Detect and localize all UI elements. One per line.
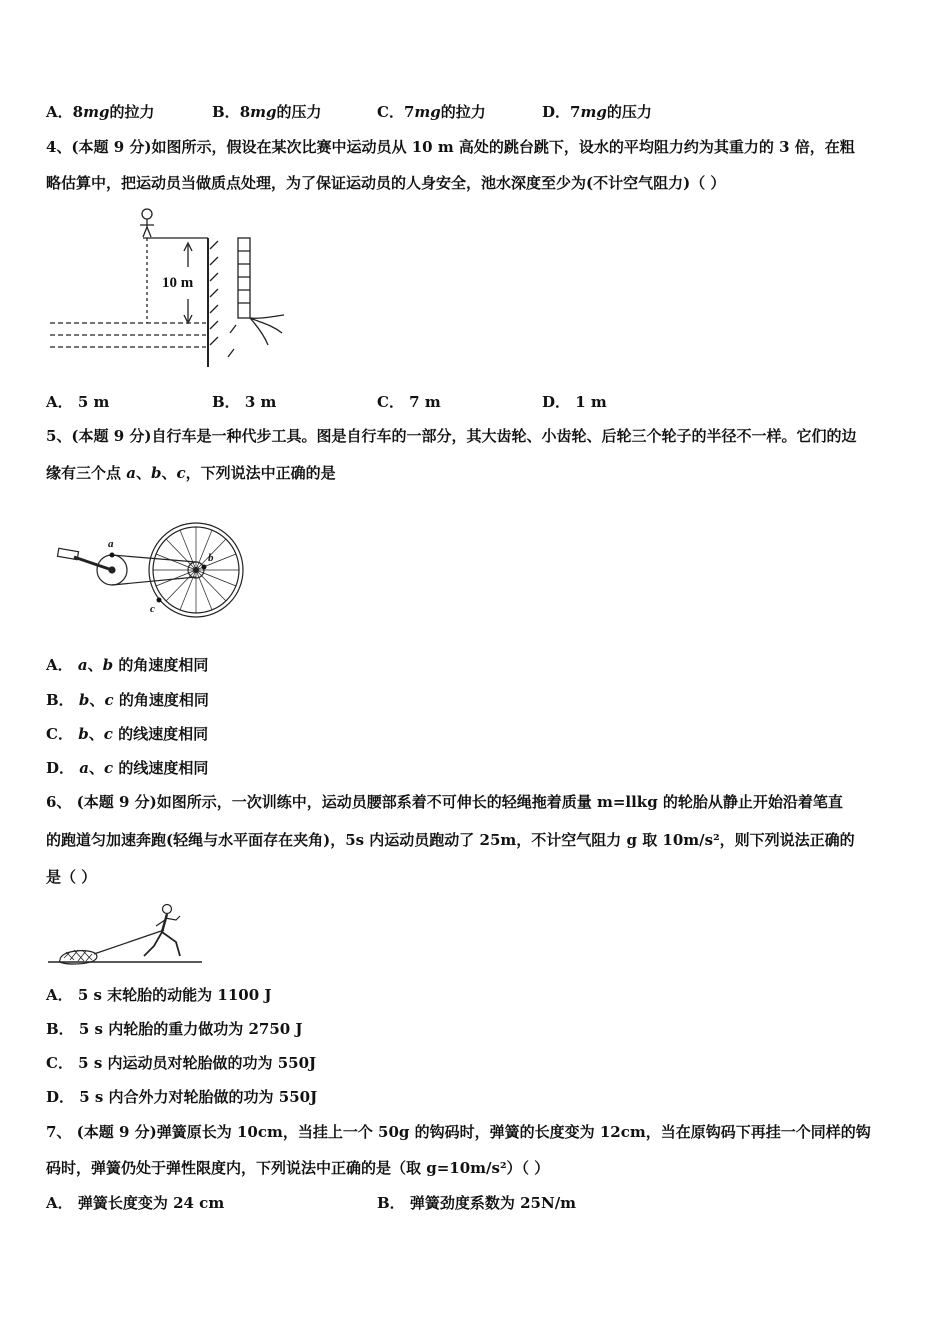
grass (250, 315, 284, 345)
diver-body (140, 219, 154, 237)
point-c-dot (157, 598, 162, 603)
q4-option-c: C． 7 m (377, 393, 441, 411)
q5-stem-line2: 缘有三个点 a、b、c，下列说法中正确的是 (46, 464, 336, 482)
q6-option-d: D． 5 s 内合外力对轮胎做的功为 550J (46, 1088, 318, 1106)
ladder-rungs (238, 251, 250, 303)
point-c-label: c (150, 603, 155, 615)
q4-option-a: A． 5 m (46, 393, 110, 411)
diving-platform-figure (46, 205, 296, 375)
q6-option-b: B． 5 s 内轮胎的重力做功为 2750 J (46, 1020, 303, 1038)
rope (94, 930, 164, 954)
point-a-dot (110, 553, 115, 558)
height-label: 10 m (162, 275, 194, 291)
q6-stem-line2: 的跑道匀加速奔跑(轻绳与水平面存在夹角)，5s 内运动员跑动了 25m，不计空气阻力 g 取 10m/s²，则下列说法正确的 (46, 831, 855, 849)
q4-stem-line2: 略估算中，把运动员当做质点处理，为了保证运动员的人身安全，池水深度至少为(不计空气阻力)（ ） (46, 174, 726, 192)
ladder (238, 238, 250, 318)
q5-option-b: B． b、c 的角速度相同 (46, 691, 209, 709)
q7-option-b: B． 弹簧劲度系数为 25N/m (377, 1194, 577, 1212)
pool-wall-marks (228, 325, 236, 357)
q4-option-d: D． 1 m (542, 393, 607, 411)
q5-option-d: D． a、c 的线速度相同 (46, 759, 209, 777)
big-sprocket-axle (109, 567, 115, 573)
q3-option-d: D．7mg的压力 (542, 103, 652, 121)
runner-arms (156, 916, 180, 926)
crank-arm (74, 557, 112, 570)
q3-option-c: C．7mg的拉力 (377, 103, 486, 121)
q6-option-a: A． 5 s 末轮胎的动能为 1100 J (46, 986, 272, 1004)
runner-torso (162, 914, 167, 932)
point-a-label: a (108, 538, 114, 550)
point-b-dot (202, 565, 207, 570)
q3-option-a: A．8mg的拉力 (46, 103, 155, 121)
q4-stem-line1: 4、(本题 9 分)如图所示，假设在某次比赛中运动员从 10 m 高处的跳台跳下，设水的平均阻力约为其重力的 3 倍，在粗 (46, 138, 855, 156)
q6-option-c: C． 5 s 内运动员对轮胎做的功为 550J (46, 1054, 317, 1072)
q7-option-a: A． 弹簧长度变为 24 cm (46, 1194, 225, 1212)
runner-head (163, 905, 172, 914)
q3-option-b: B．8mg的压力 (212, 103, 322, 121)
diver-head (142, 209, 152, 219)
runner-tire-figure (46, 898, 206, 970)
q4-option-b: B． 3 m (212, 393, 277, 411)
q5-stem-line1: 5、(本题 9 分)自行车是一种代步工具。图是自行车的一部分，其大齿轮、小齿轮、后轮三个轮子的半径不一样。它们的边 (46, 427, 857, 445)
q6-stem-line1: 6、 (本题 9 分)如图所示，一次训练中，运动员腰部系着不可伸长的轻绳拖着质量 m=llkg 的轮胎从静止开始沿着笔直 (46, 793, 843, 811)
wall-hatch (210, 241, 218, 345)
q5-option-c: C． b、c 的线速度相同 (46, 725, 209, 743)
tire-tread (64, 950, 92, 961)
q5-option-a: A． a、b 的角速度相同 (46, 656, 209, 674)
q6-stem-line3: 是（ ） (46, 868, 97, 886)
point-b-label: b (208, 552, 214, 564)
q7-stem-line2: 码时，弹簧仍处于弹性限度内，下列说法中正确的是（取 g=10m/s²）（ ） (46, 1159, 550, 1177)
bicycle-gear-figure (46, 510, 256, 625)
q7-stem-line1: 7、 (本题 9 分)弹簧原长为 10cm，当挂上一个 50g 的钩码时，弹簧的长度变为 12cm，当在原钩码下再挂一个同样的钩 (46, 1123, 871, 1141)
